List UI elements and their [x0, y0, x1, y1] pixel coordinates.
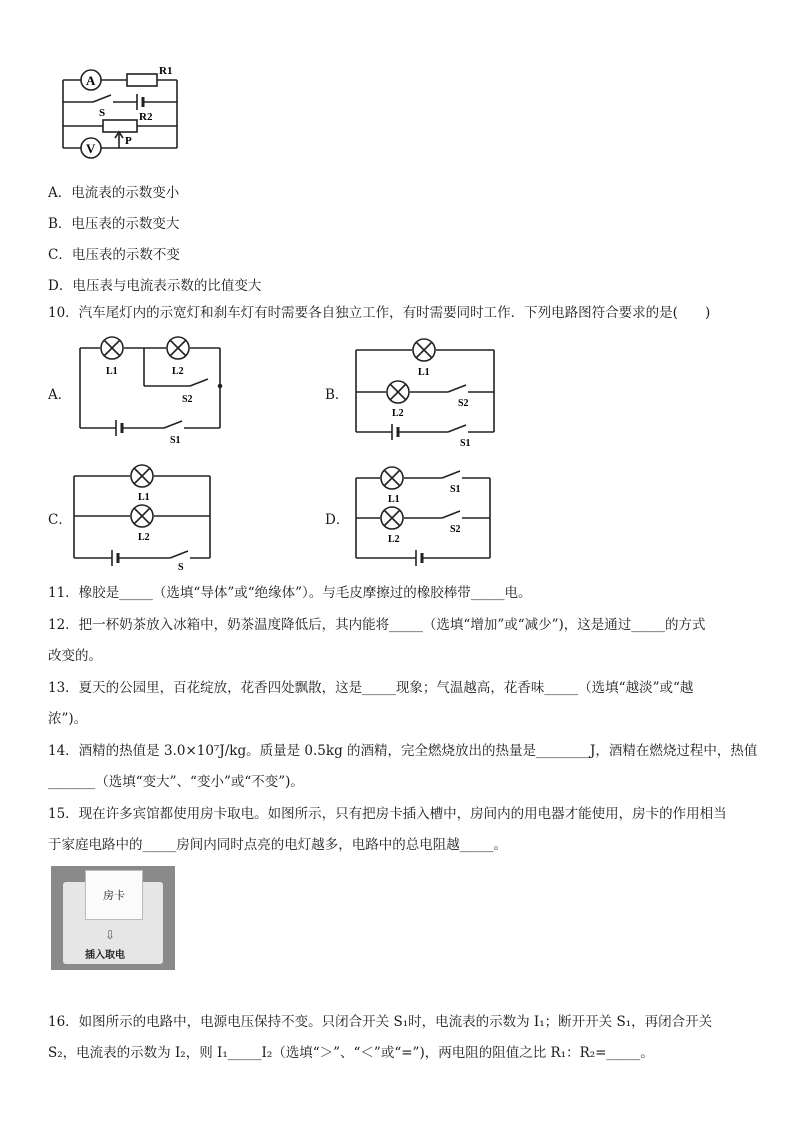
b-l2: L2 [392, 408, 404, 419]
c-l1: L1 [138, 492, 150, 503]
q16-line2: S₂，电流表的示数为 I₂，则 I₁_____I₂（选填“＞”、“＜”或“=”)，两电阻的阻值之比 R₁：R₂=_____。 [48, 1045, 654, 1061]
insert-arrow-icon: ⇩ [105, 928, 116, 942]
card-text: 房卡 [103, 889, 125, 902]
d-l2: L2 [388, 534, 400, 545]
slider-label: P [125, 135, 132, 147]
q9-option-c[interactable]: C．电压表的示数不变 [48, 247, 180, 263]
q10-circuit-c[interactable] [68, 462, 218, 570]
switch-label: S [99, 107, 106, 119]
q12-line2: 改变的。 [48, 648, 102, 664]
q13-line2: 浓”)。 [48, 711, 88, 727]
room-card [85, 870, 143, 920]
d-s2: S2 [450, 524, 461, 535]
q15-line1: 15．现在许多宾馆都使用房卡取电。如图所示，只有把房卡插入槽中，房间内的用电器才能使用，房卡的作用相当 [48, 806, 727, 822]
q12-line1: 12．把一杯奶茶放入冰箱中，奶茶温度降低后，其内能将_____（选填“增加”或“减少”)，这是通过_____的方式 [48, 617, 706, 633]
q13-line1: 13．夏天的公园里，百花绽放，花香四处飘散，这是_____现象；气温越高，花香味_____（选填“越淡”或“越 [48, 680, 694, 696]
q10-circuit-a[interactable] [72, 336, 232, 444]
q10-label-c[interactable]: C． [48, 512, 72, 528]
room-card-photo [51, 866, 175, 970]
q16-line1: 16．如图所示的电路中，电源电压保持不变。只闭合开关 S₁时，电流表的示数为 I₁；断开开关 S₁，再闭合开关 [48, 1014, 713, 1030]
q10-stem: 10．汽车尾灯内的示宽灯和刹车灯有时需要各自独立工作，有时需要同时工作．下列电路图符合要求的是( ) [48, 305, 711, 321]
d-s1: S1 [450, 484, 461, 495]
q10-circuit-d[interactable] [350, 462, 500, 570]
q10-circuit-b[interactable] [352, 338, 502, 446]
q9-circuit-figure [55, 62, 185, 162]
ammeter-label: A [86, 73, 96, 88]
q9-option-b[interactable]: B．电压表的示数变大 [48, 216, 180, 232]
b-s1: S1 [460, 438, 471, 446]
plate-text: 插入取电 [85, 950, 125, 961]
b-s2: S2 [458, 398, 469, 409]
q10-label-d[interactable]: D． [325, 512, 350, 528]
c-l2: L2 [138, 532, 150, 543]
a-s2: S2 [182, 394, 193, 405]
q10-label-a[interactable]: A． [48, 387, 72, 403]
a-l1: L1 [106, 366, 118, 377]
b-l1: L1 [418, 367, 430, 378]
q9-option-a[interactable]: A．电流表的示数变小 [48, 185, 180, 201]
r2-label: R2 [139, 111, 153, 123]
q14-line1: 14．酒精的热值是 3.0×10⁷J/kg。质量是 0.5kg 的酒精，完全燃烧放出的热量是________J，酒精在燃烧过程中，热值 [48, 743, 758, 759]
a-s1: S1 [170, 435, 181, 444]
r1-label: R1 [159, 65, 173, 77]
c-s: S [178, 562, 184, 570]
q15-line2: 于家庭电路中的_____房间内同时点亮的电灯越多，电路中的总电阻越_____。 [48, 837, 507, 853]
d-l1: L1 [388, 494, 400, 505]
a-l2: L2 [172, 366, 184, 377]
q10-label-b[interactable]: B． [325, 387, 349, 403]
q11-text: 11．橡胶是_____（选填“导体”或“绝缘体”）。与毛皮摩擦过的橡胶棒带_____电。 [48, 585, 532, 601]
q14-line2: _______（选填“变大”、“变小”或“不变”)。 [48, 774, 304, 790]
q9-option-d[interactable]: D．电压表与电流表示数的比值变大 [48, 278, 262, 294]
voltmeter-label: V [86, 141, 96, 156]
